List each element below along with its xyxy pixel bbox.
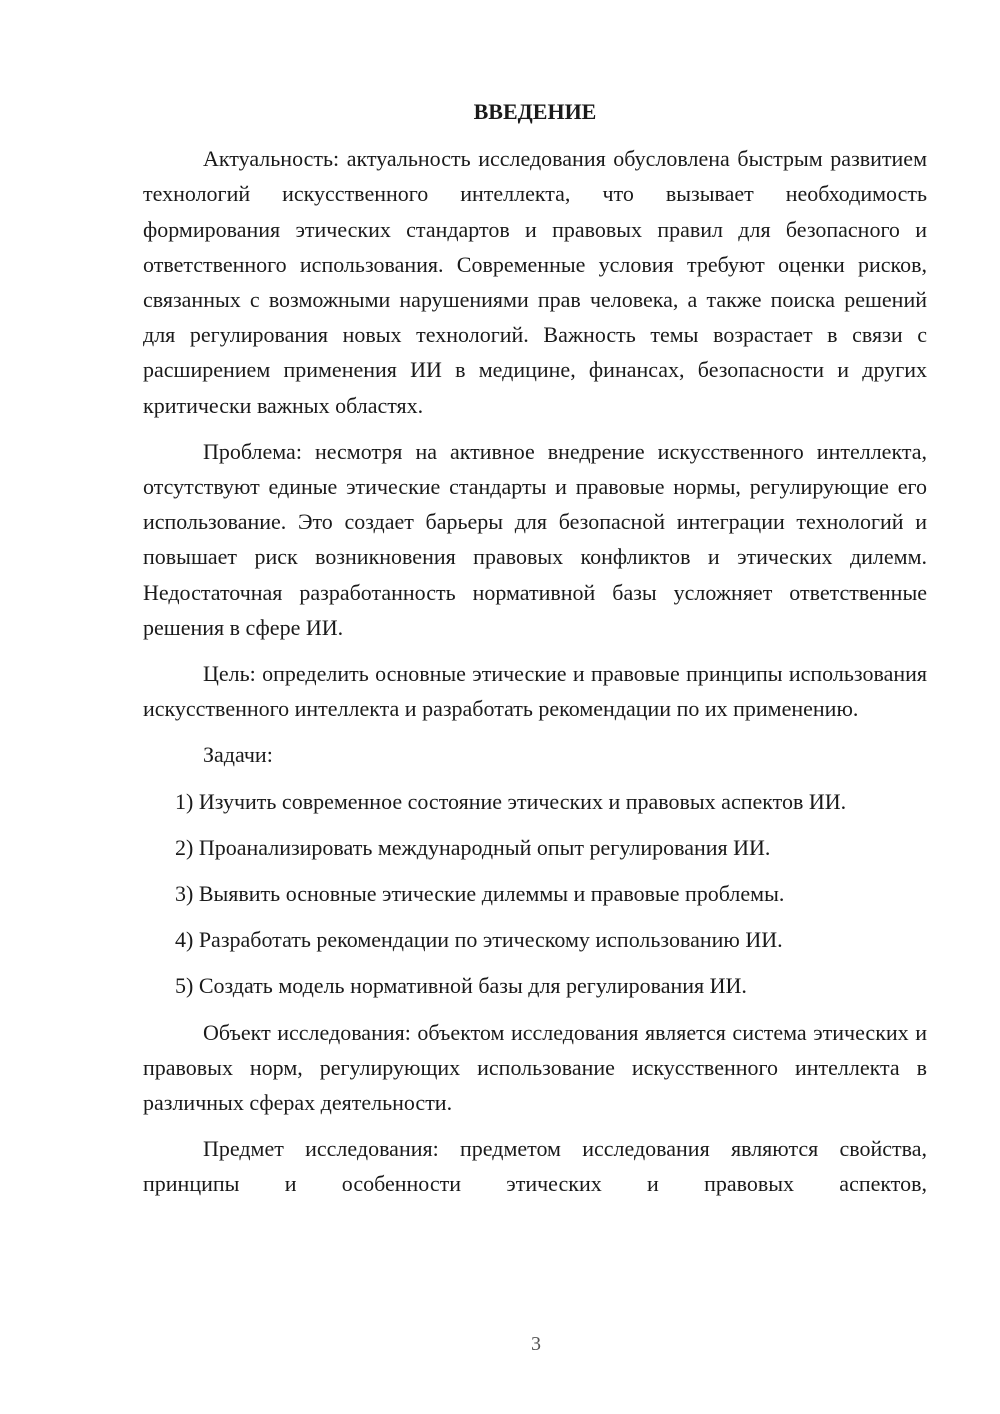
paragraph-relevance: Актуальность: актуальность исследования обусловлена быстрым развитием технологий искусственного интеллекта, что вызывает необходимость формирования этических стандартов и правовых правил для безопасного и ответственного использования. Современные условия требуют оценки рисков, связанных с возможными нарушениями прав человека, а также поиска решений для регулирования новых технологий. Важность темы возрастает в связи с расширением применения ИИ в медицине, финансах, безопасности и других критически важных областях. (143, 146, 927, 418)
task-item-2: 2) Проанализировать международный опыт регулирования ИИ. (175, 834, 771, 860)
task-item-1: 1) Изучить современное состояние этических и правовых аспектов ИИ. (175, 788, 847, 814)
section-title: ВВЕДЕНИЕ (473, 99, 597, 124)
tasks-heading: Задачи: (203, 742, 273, 768)
task-item-3: 3) Выявить основные этические дилеммы и правовые проблемы. (175, 881, 785, 907)
task-item-5: 5) Создать модель нормативной базы для регулирования ИИ. (175, 973, 747, 999)
paragraph-problem: Проблема: несмотря на активное внедрение искусственного интеллекта, отсутствуют единые этические стандарты и правовые нормы, регулирующие его использование. Это создает барьеры для безопасной интеграции технологий и повышает риск возникновения правовых конфликтов и этических дилемм. Недостаточная разработанность нормативной базы усложняет ответственные решения в сфере ИИ. (143, 438, 927, 640)
paragraph-goal: Цель: определить основные этические и правовые принципы использования искусственного интеллекта и разработать рекомендации по их применению. (143, 661, 927, 722)
task-item-4: 4) Разработать рекомендации по этическому использованию ИИ. (175, 927, 783, 953)
paragraph-subject: Предмет исследования: предметом исследования являются свойства, принципы и особенности этических и правовых аспектов, (143, 1136, 927, 1197)
document-page (143, 94, 927, 1213)
paragraph-object: Объект исследования: объектом исследования является система этических и правовых норм, регулирующих использование искусственного интеллекта в различных сферах деятельности. (143, 1019, 927, 1116)
page-number: 3 (531, 1333, 541, 1355)
